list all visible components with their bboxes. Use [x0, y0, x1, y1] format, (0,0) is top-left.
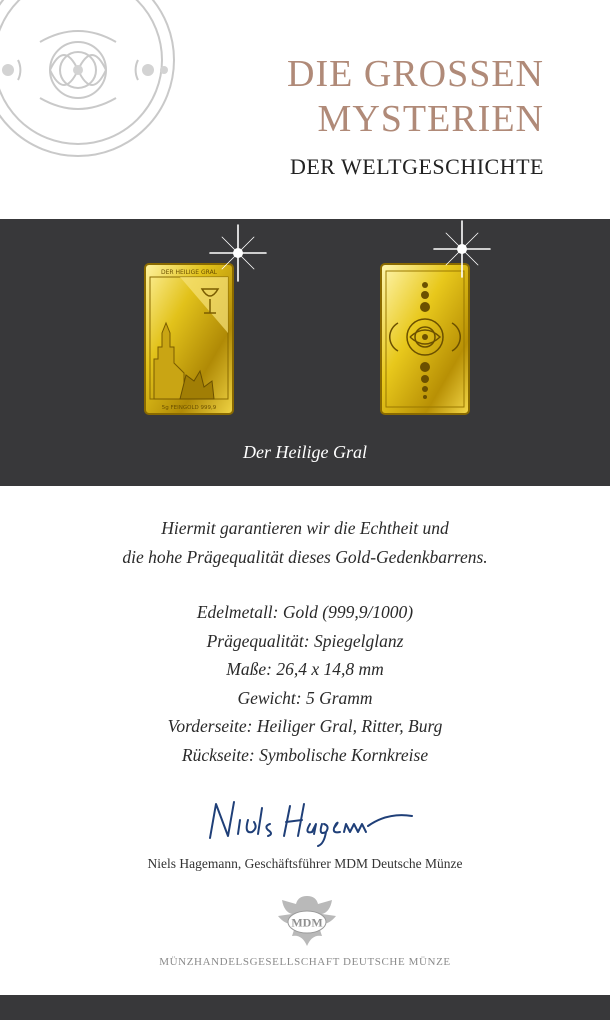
sparkle-icon [208, 223, 268, 283]
guarantee-text [0, 514, 610, 572]
spec-item: Prägequalität: Spiegelglanz [206, 630, 404, 651]
title-line-1: DIE GROSSEN [287, 53, 544, 95]
guarantee-line: die hohe Prägequalität dieses Gold-Gedenkbarrens. [122, 547, 488, 567]
signer-caption: Niels Hagemann, Geschäftsführer MDM Deutsche Münze [147, 856, 463, 871]
spec-item: Maße: 26,4 x 14,8 mm [226, 659, 384, 680]
title-line-2: MYSTERIEN [317, 98, 544, 140]
product-caption: Der Heilige Gral [243, 442, 367, 462]
spec-item: Gewicht: 5 Gramm [237, 687, 373, 708]
spec-item: Vorderseite: Heiliger Gral, Ritter, Burg [167, 716, 443, 737]
seal-letters: MDM [291, 915, 323, 930]
gold-bar-crop-circle-icon [380, 263, 470, 415]
subtitle: DER WELTGESCHICHTE [289, 154, 544, 179]
bar-bottom-text: 5g FEINGOLD 999,9 [161, 405, 217, 411]
bar-top-text: DER HEILIGE GRAL [160, 269, 218, 276]
crop-circle-emblem-icon [0, 0, 178, 160]
spec-item: Edelmetall: Gold (999,9/1000) [196, 602, 414, 622]
sparkle-icon [432, 219, 492, 279]
spec-item: Rückseite: Symbolische Kornkreise [181, 744, 429, 765]
company-name: MÜNZHANDELSGESELLSCHAFT DEUTSCHE MÜNZE [159, 956, 451, 968]
spec-list [0, 598, 610, 770]
mdm-eagle-seal-icon [272, 892, 342, 950]
product-band [0, 219, 610, 486]
footer-bar [0, 995, 610, 1020]
guarantee-line: Hiermit garantieren wir die Echtheit und [161, 518, 449, 538]
header [0, 0, 610, 219]
signature [198, 790, 418, 850]
gold-bar-holy-grail-icon [144, 263, 234, 415]
